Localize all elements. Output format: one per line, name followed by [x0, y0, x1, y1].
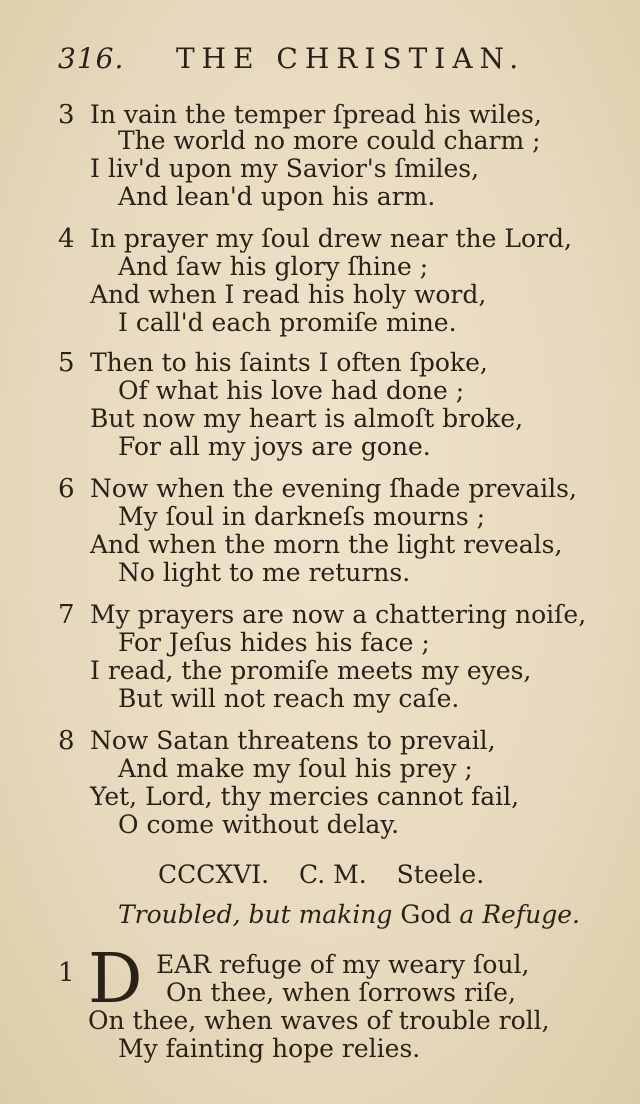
verse-line: On thee, when waves of trouble roll,: [88, 1006, 550, 1035]
verse-line: Now Satan threatens to prevail,: [90, 726, 496, 755]
verse-line: My prayers are now a chattering noiſe,: [90, 600, 587, 629]
verse-line: For all my joys are gone.: [118, 432, 431, 461]
hymn-numeral: CCCXVI.: [158, 860, 270, 889]
verse-line: No light to me returns.: [118, 558, 411, 587]
verse-line: I read, the promiſe meets my eyes,: [90, 656, 532, 685]
verse-line: Now when the evening ſhade prevails,: [90, 474, 577, 503]
subtitle-god: God: [400, 900, 452, 929]
verse-line: The world no more could charm ;: [118, 126, 541, 155]
stanza-number: 7: [58, 600, 75, 630]
verse-line: In prayer my ſoul drew near the Lord,: [90, 224, 572, 253]
stanza-1: [58, 940, 598, 1068]
page-number: 316.: [58, 42, 125, 75]
drop-cap: D: [88, 940, 143, 1019]
verse-line: On thee, when ſorrows riſe,: [166, 978, 516, 1007]
verse-line: Yet, Lord, thy mercies cannot fail,: [90, 782, 520, 811]
subtitle-part-a: Troubled, but making: [118, 900, 393, 929]
verse-line: But now my heart is almoſt broke,: [90, 404, 524, 433]
verse-line: O come without delay.: [118, 810, 400, 839]
verse-line: And ſaw his glory ſhine ;: [118, 252, 429, 281]
verse-line: In vain the temper ſpread his wiles,: [90, 100, 542, 129]
running-title: THE CHRISTIAN.: [176, 42, 526, 75]
verse-line: I call'd each promiſe mine.: [118, 308, 457, 337]
verse-line: My fainting hope relies.: [118, 1034, 421, 1063]
stanza-number: 4: [58, 224, 75, 254]
verse-line: EAR refuge of my weary ſoul,: [156, 950, 530, 979]
stanza-number: 8: [58, 726, 75, 756]
verse-line: My ſoul in darkneſs mourns ;: [118, 502, 486, 531]
hymn-heading: [158, 860, 506, 889]
hymn-subtitle: [118, 900, 580, 929]
verse-line: And lean'd upon his arm.: [118, 182, 436, 211]
verse-line: Then to his ſaints I often ſpoke,: [90, 348, 488, 377]
verse-line: And when I read his holy word,: [90, 280, 487, 309]
page-header: [58, 42, 578, 82]
hymn-meter: C. M.: [299, 860, 367, 889]
hymn-author: Steele.: [396, 860, 485, 889]
stanza-number: 1: [58, 958, 75, 988]
stanza-number: 5: [58, 348, 75, 378]
verse-line: For Jeſus hides his face ;: [118, 628, 430, 657]
verse-line: I liv'd upon my Savior's ſmiles,: [90, 154, 480, 183]
verse-line: But will not reach my caſe.: [118, 684, 460, 713]
stanza-number: 6: [58, 474, 75, 504]
verse-line: And when the morn the light reveals,: [90, 530, 563, 559]
verse-line: And make my ſoul his prey ;: [118, 754, 473, 783]
subtitle-part-b: a Refuge.: [459, 900, 580, 929]
stanza-number: 3: [58, 100, 75, 130]
verse-line: Of what his love had done ;: [118, 376, 465, 405]
